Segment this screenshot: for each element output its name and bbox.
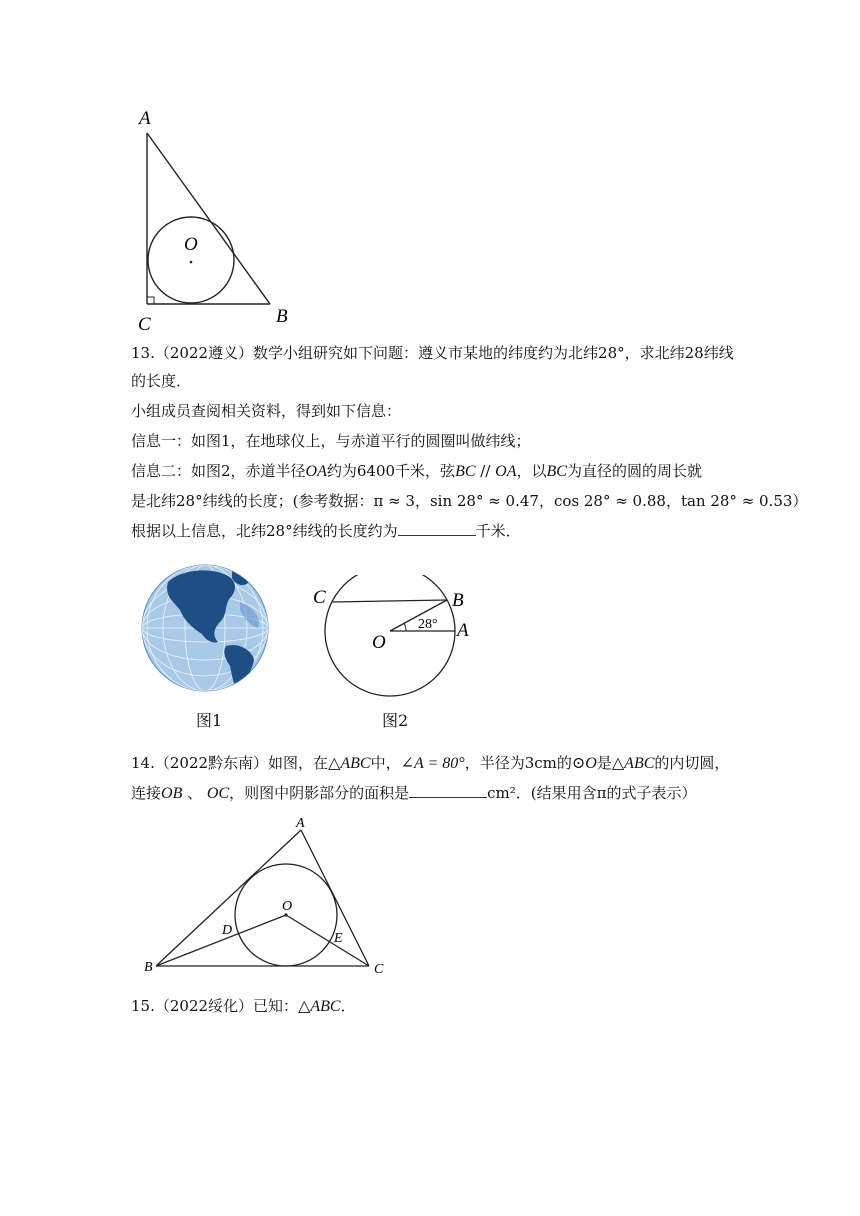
q13-line-4: 信息一：如图1，在地球仪上，与赤道平行的圆圈叫做纬线； xyxy=(131,432,531,450)
center-point xyxy=(190,261,193,264)
q13-source: （2022遵义） xyxy=(154,344,254,362)
right-angle-mark xyxy=(147,297,154,304)
incircle xyxy=(148,217,234,303)
side-ab xyxy=(147,133,270,304)
q13-line-6: 是北纬28°纬线的长度；(参考数据：π ≈ 3，sin 28° ≈ 0.47，cos 28° ≈ 0.88，tan 28° ≈ 0.53） xyxy=(131,492,808,510)
segment-ob xyxy=(156,915,286,966)
q13-number: 13. xyxy=(131,344,155,362)
figure-2-caption: 图2 xyxy=(382,711,409,730)
q14-source: （2022黔东南） xyxy=(154,754,269,772)
figure-1-caption: 图1 xyxy=(196,711,223,730)
label-c: C xyxy=(374,962,384,977)
angle-arc xyxy=(404,623,406,631)
label-o: O xyxy=(184,234,198,255)
q13-line-3: 小组成员查阅相关资料，得到如下信息： xyxy=(131,402,402,420)
label-angle: 28° xyxy=(418,617,438,632)
q15-line-1: 15.（2022绥化）已知：△ABC． xyxy=(131,997,356,1015)
label-b: B xyxy=(144,960,153,975)
label-d: D xyxy=(222,923,233,938)
label-e: E xyxy=(334,931,343,946)
equator-circle xyxy=(325,575,455,696)
label-o: O xyxy=(282,899,293,914)
side-ba xyxy=(156,830,301,966)
q15-source: （2022绥化） xyxy=(154,997,254,1015)
label-b: B xyxy=(276,306,288,327)
label-c: C xyxy=(313,587,326,608)
figure-2-circle xyxy=(305,575,495,700)
answer-blank[interactable] xyxy=(409,783,487,798)
figure-q12-triangle xyxy=(130,100,310,335)
label-o: O xyxy=(372,632,386,653)
chord-bc xyxy=(332,600,447,602)
q15-number: 15. xyxy=(131,997,155,1015)
q13-line-1: 13.（2022遵义）数学小组研究如下问题：遵义市某地的纬度约为北纬28°，求北纬28纬线 xyxy=(131,344,734,362)
figure-1-globe xyxy=(140,562,270,697)
q13-line-2: 的长度． xyxy=(131,372,192,390)
label-c: C xyxy=(138,314,151,335)
q14-number: 14. xyxy=(131,754,155,772)
q14-line-1: 14.（2022黔东南）如图，在△ABC中，∠A = 80°，半径为3cm的⊙O是△ABC的内切圆， xyxy=(131,754,730,772)
label-a: A xyxy=(296,816,305,831)
q14-line-2: 连接OB 、 OC，则图中阴影部分的面积是 cm²．(结果用含π的式子表示） xyxy=(131,784,697,802)
answer-blank[interactable] xyxy=(398,521,476,536)
figure-q14-triangle xyxy=(138,814,398,979)
q13-line-7: 根据以上信息，北纬28°纬线的长度约为 千米． xyxy=(131,522,521,540)
label-a: A xyxy=(139,108,151,129)
q13-line-5: 信息二：如图2，赤道半径OA约为6400千米，弦BC // OA，以BC为直径的圆的周长就 xyxy=(131,462,702,480)
label-a: A xyxy=(457,620,469,641)
label-b: B xyxy=(452,590,464,611)
